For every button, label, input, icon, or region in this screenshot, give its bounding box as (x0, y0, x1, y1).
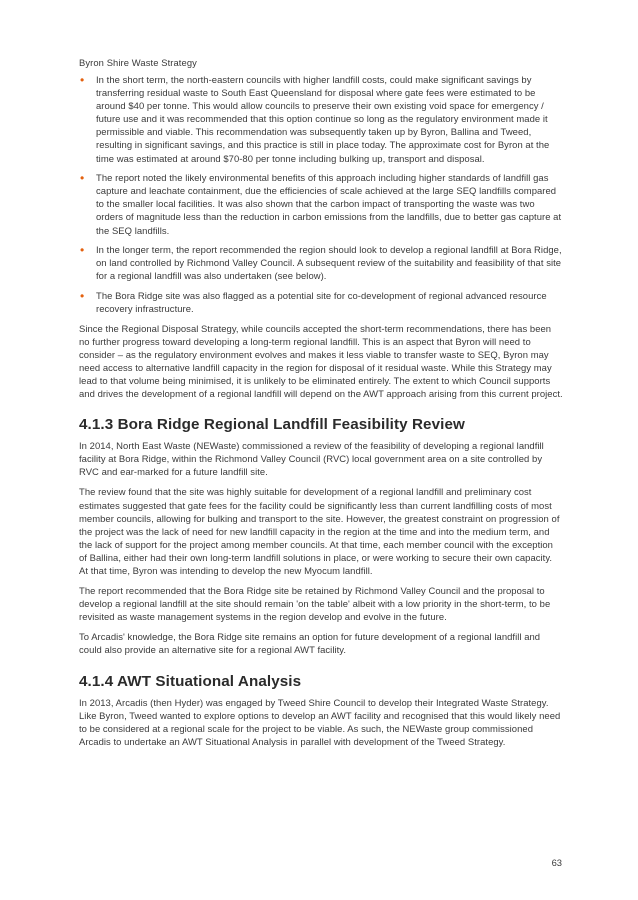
bullet-list (79, 74, 563, 316)
list-item-text: The Bora Ridge site was also flagged as a potential site for co-development of regional advanced resource recovery infrastructure. (96, 290, 547, 315)
list-item-text: In the short term, the north-eastern councils with higher landfill costs, could make significant savings by transferring residual waste to South East Queensland for disposal where gate fees were estimated to be around $40 per tonne. This would allow councils to preserve their own existing void space for emergency / future use and it was recommended that this option continue so long as the regulatory environment made it permissible and viable. This recommendation was subsequently taken up by Byron, Ballina and Tweed, resulting in significant savings, and this practice is still in place today. The approximate cost for Byron at the time was estimated at around $70-80 per tonne including bulking up, transport and disposal. (96, 75, 550, 165)
list-item (79, 290, 563, 316)
body-paragraph: In 2013, Arcadis (then Hyder) was engaged by Tweed Shire Council to develop their Integrated Waste Strategy. Like Byron, Tweed wanted to explore options to develop an AWT facility and recognised that this would likely need to be considered at a regional scale for the project to be viable. As such, the NEWaste group commissioned Arcadis to undertake an AWT Situational Analysis in parallel with development of the Tweed Strategy. (79, 697, 561, 748)
bullet-icon: • (80, 243, 85, 258)
list-item-text: The report noted the likely environmental benefits of this approach including higher standards of landfill gas capture and leachate containment, due the efficiencies of scale achieved at the large SEQ landfills compared to the smaller local facilities. It was also shown that the carbon impact of transporting the waste was two orders of magnitude less than the reduction in carbon emissions from the landfills, due to better gas capture at the SEQ landfills. (96, 173, 562, 237)
section-heading-4-1-3: 4.1.3 Bora Ridge Regional Landfill Feasibility Review (79, 416, 465, 434)
list-item-text: In the longer term, the report recommended the region should look to develop a regional landfill at Bora Ridge, on land controlled by Richmond Valley Council. A subsequent review of the suitability and feasibility of that site for a regional landfill was also undertaken (see below). (96, 245, 562, 283)
body-paragraph: In 2014, North East Waste (NEWaste) commissioned a review of the feasibility of developing a regional landfill facility at Bora Ridge, within the Richmond Valley Council (RVC) local government area on a site controlled by RVC and ear-marked for a future landfill site. (79, 441, 544, 479)
page-content (79, 74, 563, 756)
list-item (79, 244, 563, 283)
section-heading-4-1-4: 4.1.4 AWT Situational Analysis (79, 672, 302, 690)
bullet-icon: • (80, 288, 85, 303)
list-item (79, 74, 563, 166)
list-item (79, 172, 563, 237)
body-paragraph: Since the Regional Disposal Strategy, while councils accepted the short-term recommendations, there has been no further progress toward developing a long-term regional landfill. This is an aspect that Byron will need to consider – as the regulatory environment evolves and makes it less viable to transfer waste to SEQ, Byron may need access to alternative landfill capacity in the region for disposal of it residual waste. While this Strategy may lead to that volume being minimised, it is unlikely to be eliminated entirely. The extent to which Council supports and drives the development of a regional landfill will depend on the AWT approach arising from this current project. (79, 323, 563, 401)
page-number: 63 (551, 857, 562, 868)
running-header: Byron Shire Waste Strategy (79, 57, 197, 68)
body-paragraph: To Arcadis' knowledge, the Bora Ridge site remains an option for future development of a regional landfill and could also provide an alternative site for a regional AWT facility. (79, 632, 541, 657)
bullet-icon: • (80, 171, 85, 186)
bullet-icon: • (80, 73, 85, 87)
body-paragraph: The report recommended that the Bora Ridge site be retained by Richmond Valley Council and the proposal to develop a regional landfill at the site should remain 'on the table' albeit with a low priority in the short-term, to be revisited as waste management systems in the region develop and evolve in the future. (79, 586, 551, 624)
body-paragraph: The review found that the site was highly suitable for development of a regional landfill and preliminary cost estimates suggested that gate fees for the facility could be significantly less than current landfilling costs of most member councils, allowing for bulking and transport to the site. However, the greatest constraint on progression of the project was the lack of need for new landfill capacity in the region at the time and into the medium term, and the lack of support for the project among member councils. At that time, each member council with the exception of Ballina, either had their own long-term landfill solutions in place, or were working to secure their own capacity. At that time, Byron was intending to develop the new Myocum landfill. (79, 487, 560, 577)
